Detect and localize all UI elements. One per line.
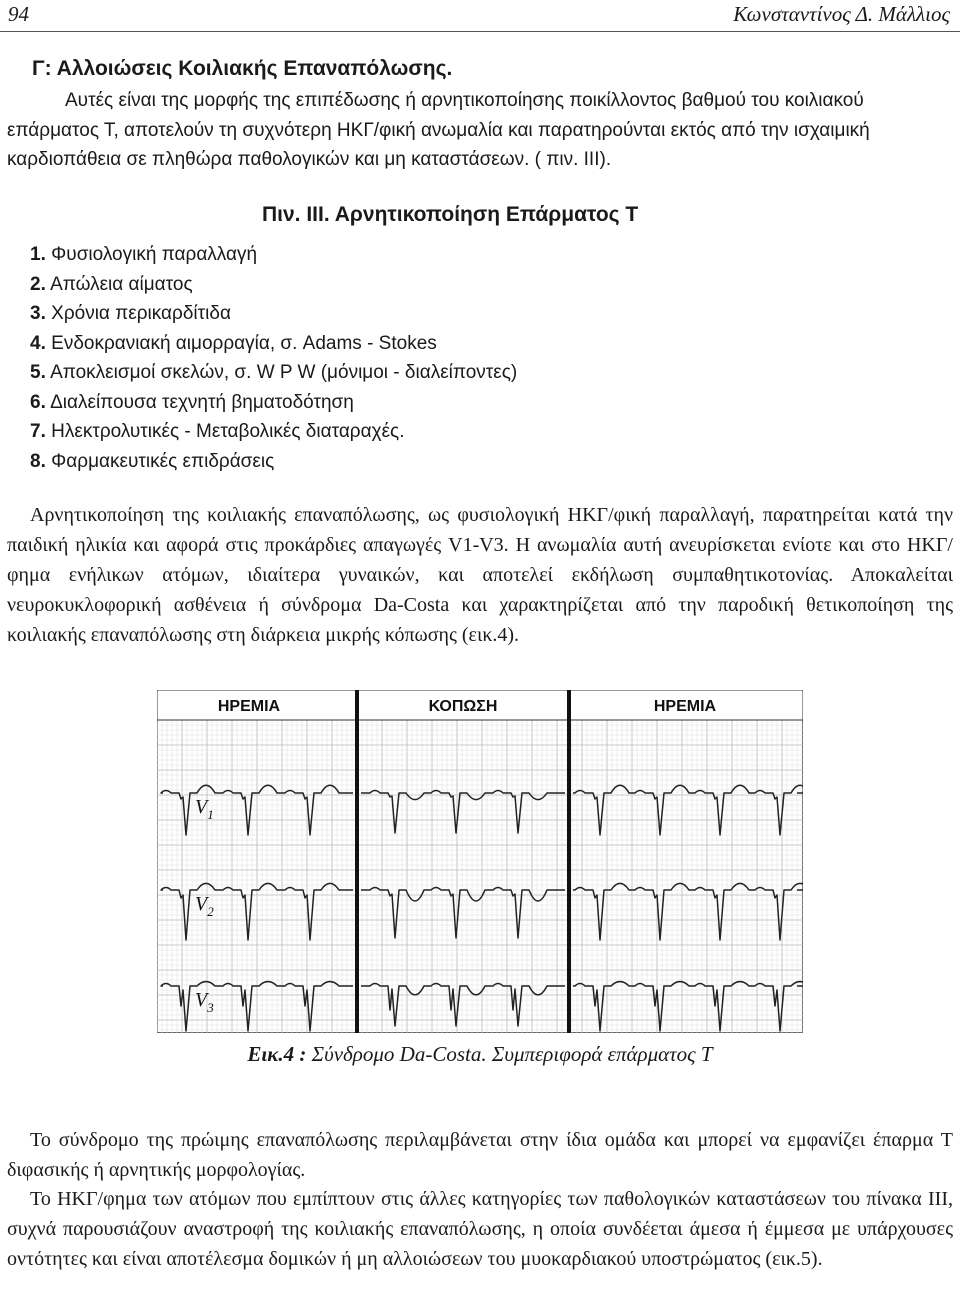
cause-text: Αποκλεισμοί σκελών, σ. W P W (μόνιμοι - διαλείποντες): [50, 362, 518, 383]
cause-item: [30, 240, 517, 270]
cause-text: Φυσιολογική παραλλαγή: [51, 244, 258, 265]
lead-subscript: 1: [207, 807, 214, 822]
cause-text: Διαλείπουσα τεχνητή βηματοδότηση: [50, 391, 354, 413]
figure-caption: [0, 1042, 960, 1067]
cause-item: [30, 329, 517, 359]
early-repolarization-paragraph: Το σύνδρομο της πρώιμης επαναπόλωσης περιλαμβάνεται στην ίδια ομάδα και μπορεί να εμφανίζει έπαρμα Τ διφασικής ή αρνητικής μορφολογίας.: [7, 1129, 953, 1181]
phase-label: ΚΟΠΩΣΗ: [428, 698, 498, 715]
cause-number: 3.: [30, 303, 46, 324]
cause-item: [30, 388, 517, 418]
cause-number: 7.: [30, 421, 46, 442]
caption-label: Εικ.4 :: [247, 1042, 307, 1066]
cause-text: Απώλεια αίματος: [50, 273, 193, 295]
cause-number: 4.: [30, 332, 46, 354]
cause-item: [30, 299, 517, 329]
table-groups-paragraph: Το ΗΚΓ/φημα των ατόμων που εμπίπτουν στις άλλες κατηγορίες των παθολογικών καταστάσεων του πίνακα ΙΙΙ, συχνά παρουσιάζουν αναστροφή της κοιλιακής επαναπόλωσης, η οποία συνδέεται άμεσα ή έμμεσα με υπάρχουσες οντότητες και είναι αποτέλεσμα δομικών ή μη αλλοιώσεων του μυοκαρδιακού υποστρώματος (εικ.5).: [7, 1188, 953, 1270]
causes-list: [30, 240, 517, 476]
cause-number: 2.: [30, 273, 46, 295]
cause-number: 8.: [30, 450, 46, 472]
cause-text: Φαρμακευτικές επιδράσεις: [51, 450, 275, 472]
caption-text: Σύνδρομο Da-Costa. Συμπεριφορά επάρματος Τ: [311, 1042, 713, 1066]
cause-number: 6.: [30, 391, 46, 413]
lead-label: $V_1$: [195, 796, 214, 822]
phase-label: ΗΡΕΜΙΑ: [653, 698, 717, 715]
da-costa-paragraph: Αρνητικοποίηση της κοιλιακής επαναπόλωσης, ως φυσιολογική ΗΚΓ/φική παραλλαγή, παρατηρείται κατά την παιδική ηλικία και αφορά στις προκάρδιες απαγωγές V1-V3. Η ανωμαλία αυτή ανευρίσκεται ενίοτε και στο ΗΚΓ/φημα ενήλικων ατόμων, ιδιαίτερα γυναικών, και αποτελεί εκδήλωση συμπαθητικοτονίας. Αποκαλείται νευροκυκλοφορική ασθένεια ή σύνδρομα Da-Costa και χαρακτηρίζεται από την παροδική θετικοποίηση της κοιλιακής επαναπόλωσης στη διάρκεια μικρής κόπωσης (εικ.4).: [7, 504, 953, 646]
cause-item: [30, 447, 517, 477]
cause-number: 5.: [30, 362, 46, 383]
ecg-figure: [157, 690, 803, 1033]
ecg-paper: [157, 690, 803, 1033]
running-header-author: Κωνσταντίνος Δ. Μάλλιος: [733, 2, 950, 26]
header-rule: [0, 31, 960, 32]
table-title: Πιν. ΙΙΙ. Αρνητικοποίηση Επάρματος Τ: [262, 203, 639, 226]
cause-text: Ενδοκρανιακή αιμορραγία, σ. Adams - Stokes: [51, 332, 437, 354]
lead-label: $V_2$: [195, 893, 214, 919]
cause-text: Ηλεκτρολυτικές - Μεταβολικές διαταραχές.: [51, 421, 405, 442]
cause-item: [30, 270, 517, 300]
lead-subscript: 3: [207, 1000, 214, 1015]
lead-label: $V_3$: [195, 989, 214, 1015]
cause-item: [30, 417, 517, 447]
intro-paragraph: Αυτές είναι της μορφής της επιπέδωσης ή αρνητικοποίησης ποικίλλοντος βαθμού του κοιλιακού επάρματος Τ, αποτελούν τη συχνότερη ΗΚΓ/φική ανωμαλία και παρατηρούνται εκτός από την ισχαιμική καρδιοπάθεια σε πληθώρα παθολογικών και μη καταστάσεων. ( πιν. ΙΙΙ).: [7, 90, 870, 170]
cause-number: 1.: [30, 244, 46, 265]
cause-item: [30, 358, 517, 388]
page-number: 94: [8, 2, 29, 26]
lead-subscript: 2: [207, 904, 214, 919]
section-title: Γ: Αλλοιώσεις Κοιλιακής Επαναπόλωσης.: [32, 57, 453, 80]
cause-text: Χρόνια περικαρδίτιδα: [51, 303, 231, 324]
phase-label: ΗΡΕΜΙΑ: [217, 698, 281, 715]
